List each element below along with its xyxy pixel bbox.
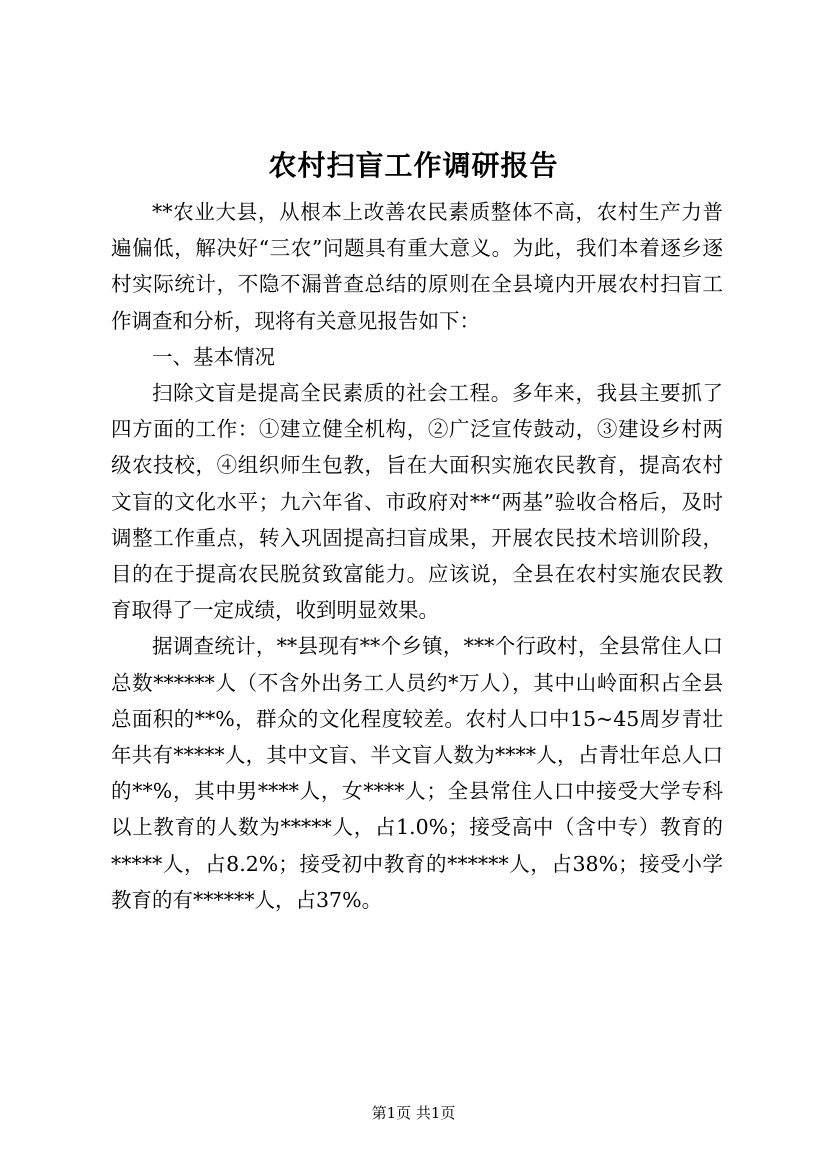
page-number-footer: 第1页 共1页: [371, 1104, 456, 1122]
paragraph-statistics: 据调查统计，**县现有**个乡镇，***个行政村，全县常住人口总数******人（不含外出务工人员约*万人），其中山岭面积占全县总面积的**%，群众的文化程度较差。农村人口中15~45周岁青壮年共有*****人，其中文盲、半文盲人数为****人，占青壮年总人口的**%，其中男****人，女****人；全县常住人口中接受大学专科以上教育的人数为*****人，占1.0%；接受高中（含中专）教育的*****人，占8.2%；接受初中教育的******人，占38%；接受小学教育的有******人，占37%。: [111, 634, 723, 912]
document-body: [111, 194, 723, 918]
paragraph-basic-situation: 扫除文盲是提高全民素质的社会工程。多年来，我县主要抓了四方面的工作：①建立健全机构，②广泛宣传鼓动，③建设乡村两级农技校，④组织师生包教，旨在大面积实施农民教育，提高农村文盲的文化水平；九六年省、市政府对**“两基”验收合格后，及时调整工作重点，转入巩固提高扫盲成果，开展农民技术培训阶段，目的在于提高农民脱贫致富能力。应该说，全县在农村实施农民教育取得了一定成绩，收到明显效果。: [111, 381, 723, 623]
document-title: 农村扫盲工作调研报告: [268, 149, 559, 182]
section-heading: 一、基本情况: [152, 344, 275, 369]
paragraph-intro: **农业大县，从根本上改善农民素质整体不高，农村生产力普遍偏低，解决好“三农”问题具有重大意义。为此，我们本着逐乡逐村实际统计，不隐不漏普查总结的原则在全县境内开展农村扫盲工作调查和分析，现将有关意见报告如下：: [111, 200, 723, 333]
